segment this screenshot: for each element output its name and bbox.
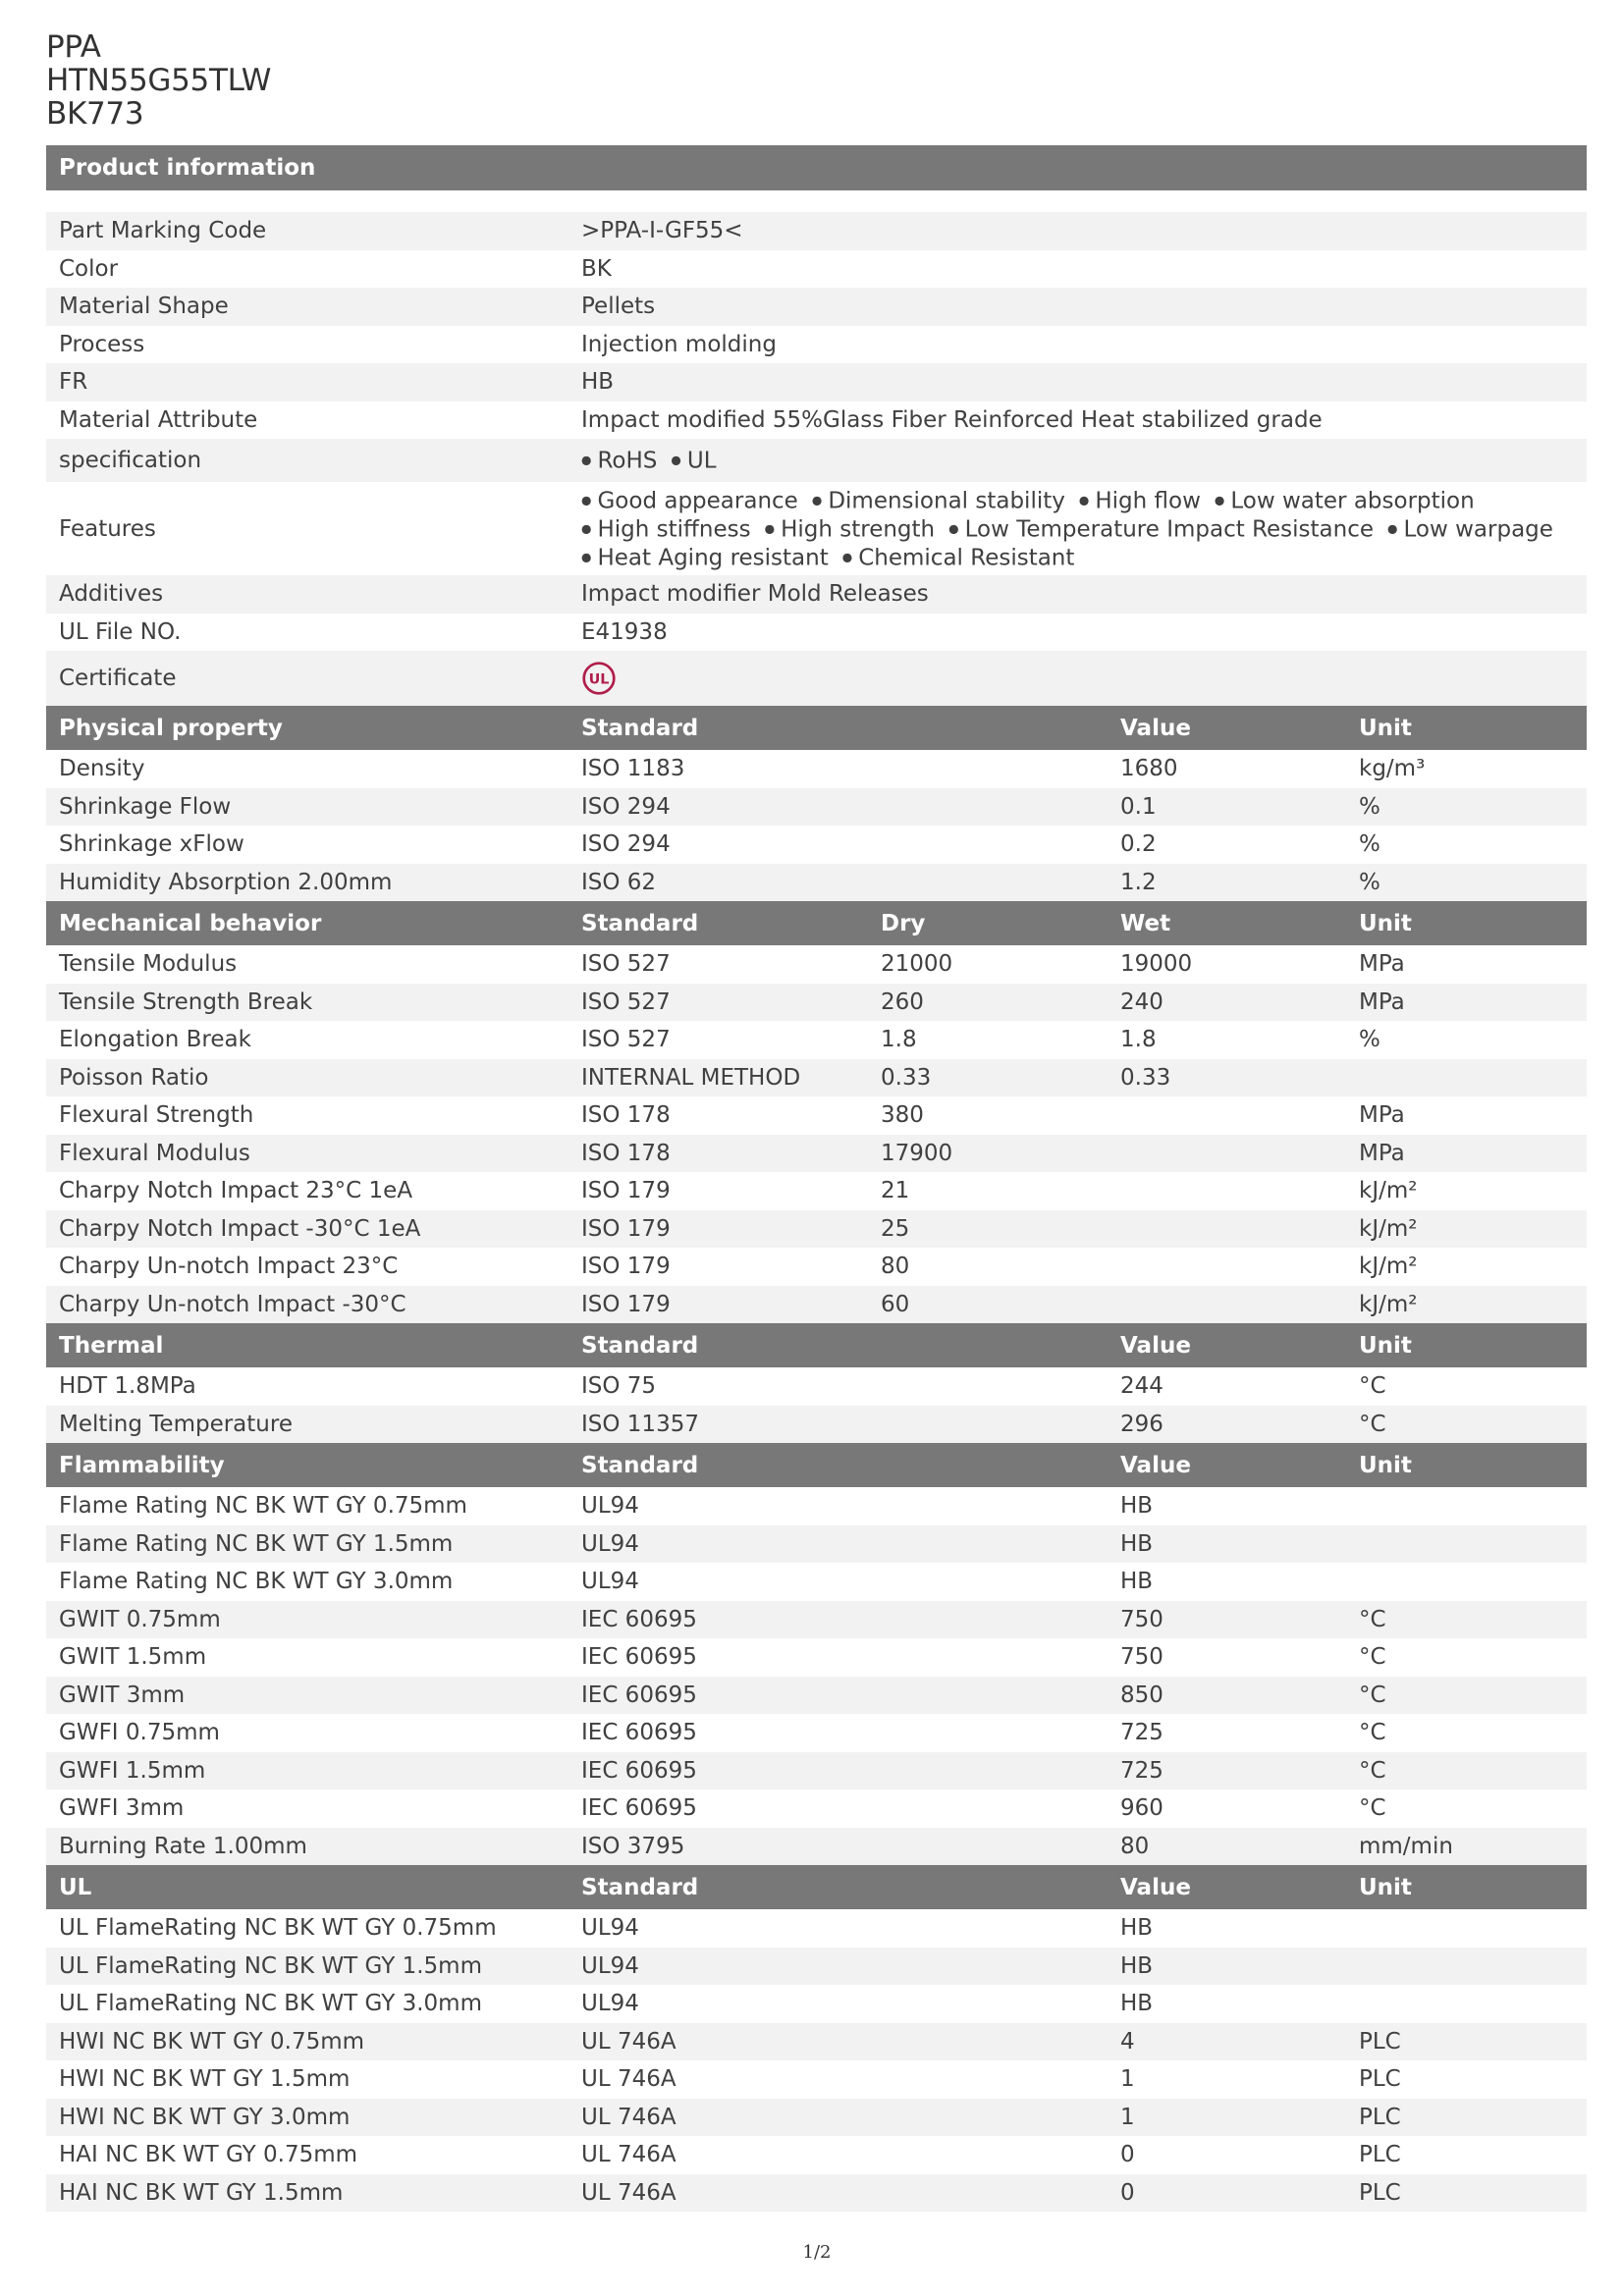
tag-item [765,516,936,542]
section-ul-header [46,1865,1587,1909]
table-row [46,1021,1587,1059]
property-name: HWI NC BK WT GY 0.75mm [59,2028,365,2055]
property-name: Burning Rate 1.00mm [59,1833,307,1859]
tag-item [581,516,751,542]
tag-text: RoHS [597,448,658,474]
dry-cell: 25 [881,1215,910,1242]
table-row [46,788,1587,827]
col-value-header: Value [1120,1874,1191,1900]
tag-text: Chemical Resistant [858,545,1075,570]
info-row [46,439,1587,482]
dry-cell: 21 [881,1178,910,1204]
info-row [46,651,1587,706]
table-row [46,1286,1587,1324]
table-row [46,1487,1587,1525]
table-row [46,2174,1587,2213]
tag-item [581,488,798,513]
info-row [46,288,1587,326]
value-cell: 296 [1120,1411,1163,1437]
unit-cell: mm/min [1359,1833,1453,1859]
unit-cell: °C [1359,1411,1386,1437]
table-row [46,1638,1587,1677]
info-row [46,326,1587,364]
info-value: Injection molding [581,331,777,357]
standard-cell: ISO 527 [581,988,671,1015]
property-name: Melting Temperature [59,1411,293,1437]
unit-cell: °C [1359,1644,1386,1671]
standard-cell: ISO 527 [581,1027,671,1053]
col-standard-header: Standard [581,1874,699,1900]
col-value-header: Value [1120,715,1191,741]
info-label: Additives [59,581,164,608]
info-label: Part Marking Code [59,218,267,244]
property-name: Flame Rating NC BK WT GY 0.75mm [59,1493,467,1520]
value-cell: HB [1120,1991,1154,2017]
property-name: GWFI 1.5mm [59,1757,206,1784]
property-name: Charpy Un-notch Impact -30°C [59,1291,406,1317]
property-name: UL FlameRating NC BK WT GY 1.5mm [59,1952,482,1979]
col-value-header: Value [1120,1452,1191,1478]
property-name: HAI NC BK WT GY 0.75mm [59,2142,358,2168]
tag-item [948,516,1374,542]
value-cell: 960 [1120,1795,1163,1822]
tag-line [581,486,1567,514]
section-physical-property-header [46,706,1587,750]
section-title-thermal: Thermal [59,1332,164,1359]
section-title-product-information: Product information [59,155,316,181]
value-cell: HB [1120,1569,1154,1595]
standard-cell: ISO 179 [581,1178,671,1204]
property-name: HDT 1.8MPa [59,1373,196,1400]
unit-cell: % [1359,1027,1380,1053]
table-row [46,864,1587,902]
value-cell: 0.33 [1120,1064,1171,1091]
value-cell: 0.1 [1120,793,1157,820]
value-cell: 1 [1120,2104,1135,2130]
tag-item [671,449,716,474]
tag-line [581,543,1567,571]
info-value: HB [581,369,615,396]
col-unit-header: Unit [1359,1874,1412,1900]
tag-item [1079,488,1201,513]
value-cell: 1.8 [1120,1027,1157,1053]
value-cell: HB [1120,1530,1154,1557]
value-cell: 240 [1120,988,1163,1015]
value-cell: 80 [1120,1833,1150,1859]
tag-text: Dimensional stability [828,488,1065,513]
section-title-mechanical-behavior: Mechanical behavior [59,910,322,936]
dry-cell: 60 [881,1291,910,1317]
info-label: Material Attribute [59,406,258,433]
tag-list [581,486,1567,571]
bullet-icon: ● [1387,521,1398,535]
standard-cell: ISO 178 [581,1102,671,1129]
unit-cell: % [1359,793,1380,820]
dry-cell: 21000 [881,951,953,978]
value-cell: 750 [1120,1606,1163,1632]
table-row [46,1367,1587,1406]
table-row [46,1985,1587,2023]
info-value: BK [581,255,612,282]
product-grade: HTN55G55TLW [46,63,272,98]
unit-cell: °C [1359,1373,1386,1400]
product-information-header [46,145,1587,190]
bullet-icon: ● [764,521,776,535]
unit-cell: °C [1359,1682,1386,1708]
col-value-header: Wet [1120,910,1171,936]
standard-cell: UL94 [581,1493,639,1520]
info-label: specification [59,448,202,473]
bullet-icon: ● [581,453,592,467]
table-row [46,945,1587,984]
property-name: UL FlameRating NC BK WT GY 3.0mm [59,1991,482,2017]
property-name: Tensile Strength Break [59,988,313,1015]
standard-cell: UL 746A [581,2028,676,2055]
table-row [46,750,1587,788]
table-row [46,1752,1587,1790]
info-label: UL File NO. [59,618,182,645]
table-row [46,1909,1587,1948]
tag-item [842,545,1075,570]
property-name: Charpy Notch Impact -30°C 1eA [59,1215,421,1242]
value-cell: 850 [1120,1682,1163,1708]
unit-cell: kJ/m² [1359,1291,1418,1317]
property-name: Charpy Un-notch Impact 23°C [59,1254,399,1280]
standard-cell: IEC 60695 [581,1682,697,1708]
info-label: Material Shape [59,294,229,320]
dry-cell: 260 [881,988,924,1015]
info-value: >PPA-I-GF55< [581,218,743,244]
tag-item [812,488,1065,513]
standard-cell: UL 746A [581,2066,676,2093]
table-row [46,1525,1587,1564]
section-thermal-header [46,1323,1587,1367]
table-row [46,826,1587,864]
col-unit-header: Unit [1359,715,1412,741]
standard-cell: ISO 294 [581,831,671,858]
standard-cell: UL94 [581,1915,639,1942]
value-cell: 0 [1120,2179,1135,2206]
tag-text: Low Temperature Impact Resistance [964,516,1375,542]
standard-cell: ISO 3795 [581,1833,685,1859]
dry-cell: 380 [881,1102,924,1129]
info-value: Pellets [581,294,656,320]
section-title-ul: UL [59,1874,92,1900]
table-row [46,2060,1587,2099]
property-name: Elongation Break [59,1027,251,1053]
property-name: HWI NC BK WT GY 3.0mm [59,2104,351,2130]
standard-cell: UL 746A [581,2142,676,2168]
value-cell: 0 [1120,2142,1135,2168]
unit-cell: kJ/m² [1359,1254,1418,1280]
value-cell: 1680 [1120,756,1178,782]
unit-cell: PLC [1359,2028,1401,2055]
standard-cell: ISO 11357 [581,1411,699,1437]
color-code: BK773 [46,96,144,132]
standard-cell: IEC 60695 [581,1795,697,1822]
info-row [46,482,1587,575]
standard-cell: UL 746A [581,2104,676,2130]
standard-cell: ISO 179 [581,1291,671,1317]
property-name: Humidity Absorption 2.00mm [59,869,393,895]
tag-text: Good appearance [597,488,798,513]
standard-cell: ISO 178 [581,1140,671,1166]
standard-cell: UL94 [581,1991,639,2017]
unit-cell: PLC [1359,2066,1401,2093]
standard-cell: ISO 1183 [581,756,685,782]
tag-item [1215,488,1475,513]
dry-cell: 17900 [881,1140,953,1166]
unit-cell: % [1359,831,1380,858]
table-row [46,1677,1587,1715]
dry-cell: 0.33 [881,1064,932,1091]
unit-cell: PLC [1359,2179,1401,2206]
tag-line [581,514,1567,543]
tag-text: Low warpage [1403,516,1553,542]
info-label: Color [59,255,119,282]
table-row [46,1601,1587,1639]
property-name: UL FlameRating NC BK WT GY 0.75mm [59,1915,497,1942]
unit-cell: % [1359,869,1380,895]
unit-cell: MPa [1359,988,1405,1015]
col-value-header: Value [1120,1332,1191,1359]
standard-cell: IEC 60695 [581,1644,697,1671]
value-cell: HB [1120,1493,1154,1520]
value-cell: 1 [1120,2066,1135,2093]
info-label: Certificate [59,666,177,691]
table-row [46,2023,1587,2061]
bullet-icon: ● [1214,493,1225,507]
table-row [46,1828,1587,1866]
table-row [46,1406,1587,1444]
col-unit-header: Unit [1359,910,1412,936]
value-cell: 750 [1120,1644,1163,1671]
property-name: Poisson Ratio [59,1064,209,1091]
tag-list [581,447,730,475]
info-value: E41938 [581,618,668,645]
standard-cell: IEC 60695 [581,1720,697,1746]
table-row [46,2136,1587,2174]
page-number: 1/2 [802,2242,832,2263]
table-row [46,1059,1587,1097]
col-standard-header: Standard [581,1452,699,1478]
ul-certification-logo-icon [581,661,617,696]
col-unit-header: Unit [1359,1452,1412,1478]
table-row [46,1210,1587,1249]
standard-cell: UL94 [581,1530,639,1557]
unit-cell: PLC [1359,2142,1401,2168]
info-label: FR [59,369,88,396]
unit-cell: MPa [1359,951,1405,978]
value-cell: 725 [1120,1757,1163,1784]
info-row [46,250,1587,289]
material-class: PPA [46,29,101,65]
svg-text:UL: UL [588,671,610,688]
bullet-icon: ● [581,550,592,563]
tag-text: UL [686,448,717,474]
tag-text: Low water absorption [1230,488,1475,513]
value-cell: 0.2 [1120,831,1157,858]
property-name: Flame Rating NC BK WT GY 1.5mm [59,1530,454,1557]
standard-cell: ISO 62 [581,869,657,895]
section-flammability-header [46,1443,1587,1487]
table-row [46,1714,1587,1752]
bullet-icon: ● [811,493,823,507]
info-row [46,363,1587,401]
standard-cell: IEC 60695 [581,1606,697,1632]
bullet-icon: ● [948,521,959,535]
info-row [46,401,1587,440]
dry-cell: 80 [881,1254,910,1280]
property-name: Density [59,756,145,782]
unit-cell: °C [1359,1606,1386,1632]
unit-cell: kg/m³ [1359,756,1426,782]
tag-item [581,545,829,570]
value-cell: HB [1120,1952,1154,1979]
col-standard-header: Standard [581,715,699,741]
info-value: Impact modifier Mold Releases [581,581,929,608]
standard-cell: UL94 [581,1952,639,1979]
standard-cell: ISO 75 [581,1373,657,1400]
tag-item [1387,516,1553,542]
tag-text: High stiffness [597,516,751,542]
property-name: Charpy Notch Impact 23°C 1eA [59,1178,413,1204]
unit-cell: kJ/m² [1359,1215,1418,1242]
standard-cell: ISO 294 [581,793,671,820]
property-name: Flexural Strength [59,1102,254,1129]
unit-cell: MPa [1359,1102,1405,1129]
value-cell: HB [1120,1915,1154,1942]
table-row [46,2099,1587,2137]
standard-cell: IEC 60695 [581,1757,697,1784]
property-name: HWI NC BK WT GY 1.5mm [59,2066,351,2093]
property-name: HAI NC BK WT GY 1.5mm [59,2179,344,2206]
unit-cell: °C [1359,1757,1386,1784]
standard-cell: ISO 179 [581,1215,671,1242]
col-standard-header: Standard [581,910,699,936]
bullet-icon: ● [581,521,592,535]
table-row [46,1789,1587,1828]
dry-cell: 1.8 [881,1027,917,1053]
standard-cell: ISO 179 [581,1254,671,1280]
info-label: Process [59,331,145,357]
value-cell: 19000 [1120,951,1193,978]
standard-cell: ISO 527 [581,951,671,978]
table-row [46,1096,1587,1135]
unit-cell: MPa [1359,1140,1405,1166]
tag-text: Heat Aging resistant [597,545,829,570]
tag-item [581,449,657,474]
property-name: Shrinkage Flow [59,793,232,820]
value-cell: 4 [1120,2028,1135,2055]
tag-line [581,447,730,475]
bullet-icon: ● [581,493,592,507]
standard-cell: UL94 [581,1569,639,1595]
standard-cell: UL 746A [581,2179,676,2206]
property-name: GWFI 3mm [59,1795,185,1822]
section-mechanical-behavior-header [46,901,1587,945]
info-row [46,575,1587,614]
col-standard-header: Standard [581,1332,699,1359]
info-value: Impact modified 55%Glass Fiber Reinforced Heat stabilized grade [581,406,1323,433]
property-name: GWIT 1.5mm [59,1644,207,1671]
property-name: GWFI 0.75mm [59,1720,220,1746]
bullet-icon: ● [1078,493,1090,507]
bullet-icon: ● [671,453,681,467]
property-name: Flexural Modulus [59,1140,250,1166]
table-row [46,984,1587,1022]
info-label: Features [59,515,156,542]
section-title-flammability: Flammability [59,1452,225,1478]
property-name: Shrinkage xFlow [59,831,244,858]
unit-cell: °C [1359,1720,1386,1746]
tag-text: High strength [781,516,936,542]
table-row [46,1948,1587,1986]
standard-cell: INTERNAL METHOD [581,1064,801,1091]
table-row [46,1172,1587,1210]
property-name: Flame Rating NC BK WT GY 3.0mm [59,1569,454,1595]
info-row [46,212,1587,250]
col-dry-header: Dry [881,910,926,936]
tag-text: High flow [1095,488,1201,513]
info-row [46,614,1587,652]
value-cell: 725 [1120,1720,1163,1746]
table-row [46,1135,1587,1173]
bullet-icon: ● [841,550,853,563]
section-title-physical-property: Physical property [59,715,283,741]
table-row [46,1248,1587,1286]
property-name: Tensile Modulus [59,951,238,978]
unit-cell: PLC [1359,2104,1401,2130]
unit-cell: kJ/m² [1359,1178,1418,1204]
table-row [46,1563,1587,1601]
property-name: GWIT 0.75mm [59,1606,221,1632]
value-cell: 1.2 [1120,869,1157,895]
col-unit-header: Unit [1359,1332,1412,1359]
unit-cell: °C [1359,1795,1386,1822]
property-name: GWIT 3mm [59,1682,186,1708]
value-cell: 244 [1120,1373,1163,1400]
